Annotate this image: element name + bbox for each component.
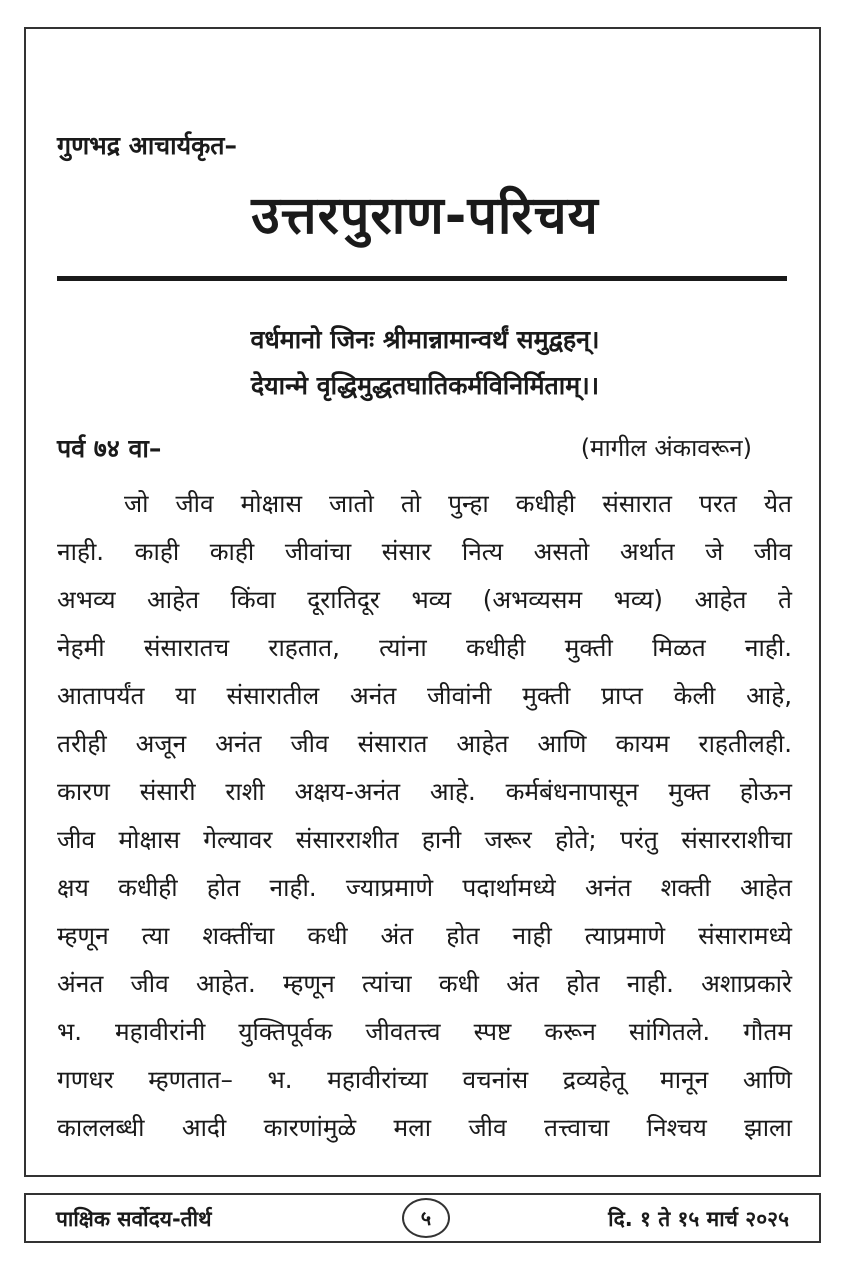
body-text (57, 480, 792, 1152)
body-line: गणधर म्हणतात– भ. महावीरांच्या वचनांस द्रव्यहेतू मानून आणि (57, 1065, 792, 1094)
body-line: काललब्धी आदी कारणांमुळे मला जीव तत्त्वाचा निश्चय झाला (57, 1113, 792, 1142)
verse-line-2: देयान्मे वृद्धिमुद्धतघातिकर्मविनिर्मिताम्।। (250, 371, 600, 400)
body-line: अभव्य आहेत किंवा दूरातिदूर भव्य (अभव्यसम भव्य) आहेत ते (57, 585, 792, 614)
body-line: तरीही अजून अनंत जीव संसारात आहेत आणि कायम राहतीलही. (57, 729, 792, 758)
verse-line-1: वर्धमानो जिनः श्रीमान्नामान्वर्थं समुद्वहन्। (250, 325, 600, 354)
page-number: ५ (402, 1198, 450, 1238)
issue-date: दि. १ ते १५ मार्च २०२५ (608, 1207, 789, 1231)
body-line: भ. महावीरांनी युक्तिपूर्वक जीवतत्त्व स्पष्ट करून सांगितले. गौतम (57, 1017, 792, 1046)
author-line: गुणभद्र आचार्यकृत– (57, 131, 238, 160)
page-title: उत्तरपुराण-परिचय (251, 186, 599, 246)
body-line: जो जीव मोक्षास जातो तो पुन्हा कधीही संसारात परत येत (124, 489, 792, 518)
body-line: कारण संसारी राशी अक्षय-अनंत आहे. कर्मबंधनापासून मुक्त होऊन (57, 777, 792, 806)
body-line: क्षय कधीही होत नाही. ज्याप्रमाणे पदार्थामध्ये अनंत शक्ती आहेत (57, 873, 792, 902)
body-line: अंनत जीव आहेत. म्हणून त्यांचा कधी अंत होत नाही. अशाप्रकारे (57, 969, 792, 998)
body-line: आतापर्यंत या संसारातील अनंत जीवांनी मुक्ती प्राप्त केली आहे, (57, 681, 792, 710)
body-line: नेहमी संसारातच राहतात, त्यांना कधीही मुक्ती मिळत नाही. (57, 633, 792, 662)
page-footer (24, 1193, 821, 1243)
body-line: जीव मोक्षास गेल्यावर संसारराशीत हानी जरूर होते; परंतु संसारराशीचा (57, 825, 792, 854)
continued-note: (मागील अंकावरून) (580, 434, 752, 462)
body-line: म्हणून त्या शक्तींचा कधी अंत होत नाही त्याप्रमाणे संसारामध्ये (57, 921, 792, 950)
section-heading: पर्व ७४ वा– (57, 434, 162, 463)
title-divider (57, 276, 787, 281)
publication-name: पाक्षिक सर्वोदय-तीर्थ (56, 1207, 212, 1231)
body-line: नाही. काही काही जीवांचा संसार नित्य असतो अर्थात जे जीव (57, 537, 792, 566)
